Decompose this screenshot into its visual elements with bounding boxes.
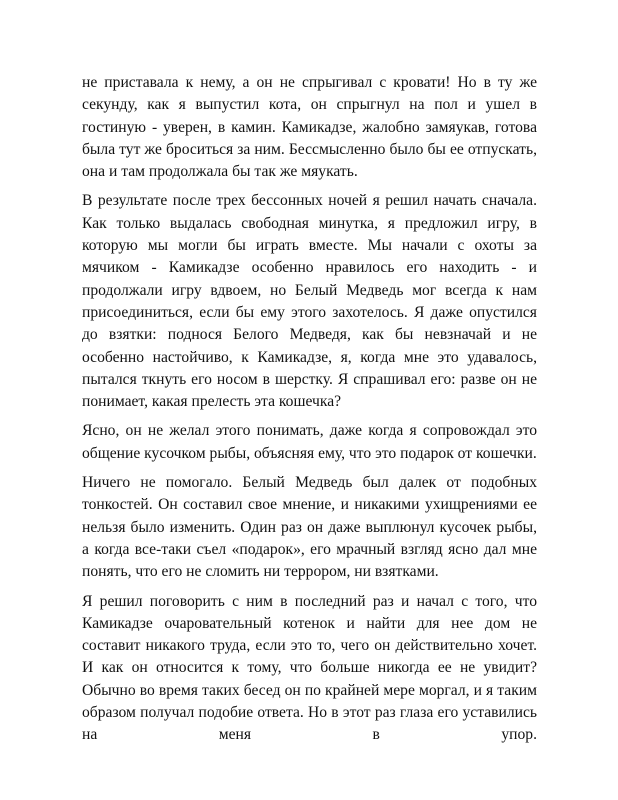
body-text bbox=[82, 72, 537, 754]
paragraph-5: Я решил поговорить с ним в последний раз и начал с того, что Камикадзе очаровательный котенок и найти для нее дом не составит никакого труда, если это то, чего он действительно хочет. И как он относится к тому, что больше никогда ее не увидит? Обычно во время таких бесед он по крайней мере моргал, и я таким образом получал подобие ответа. Но в этот раз глаза его уставились на меня в упор. bbox=[82, 592, 537, 744]
paragraph-4: Ничего не помогало. Белый Медведь был далек от подобных тонкостей. Он составил свое мнение, и никакими ухищрениями ее нельзя было изменить. Один раз он даже выплюнул кусочек рыбы, а когда все-таки съел «подарок», его мрачный взгляд ясно дал мне понять, что его не сломить ни террором, ни взятками. bbox=[82, 474, 537, 581]
paragraph-1: не приставала к нему, а он не спрыгивал с кровати! Но в ту же секунду, как я выпустил кота, он спрыгнул на пол и ушел в гостиную - уверен, в камин. Камикадзе, жалобно замяукав, готова была тут же броситься за ним. Бессмысленно было бы ее отпускать, она и там продолжала бы так же мяукать. bbox=[82, 74, 537, 181]
paragraph-3: Ясно, он не желал этого понимать, даже когда я сопровождал это общение кусочком рыбы, объясняя ему, что это подарок от кошечки. bbox=[82, 422, 537, 462]
paragraph-2: В результате после трех бессонных ночей я решил начать сначала. Как только выдалась свободная минутка, я предложил игру, в которую мы могли бы играть вместе. Мы начали с охоты за мячиком - Камикадзе особенно нравилось его находить - и продолжали игру вдвоем, но Белый Медведь мог всегда к нам присоединиться, если бы ему этого захотелось. Я даже опустился до взятки: поднося Белого Медведя, как бы невзначай и не особенно настойчиво, к Камикадзе, я, когда мне это удавалось, пытался ткнуть его носом в шерстку. Я спрашивал его: разве он не понимает, какая прелесть эта кошечка? bbox=[82, 192, 537, 411]
